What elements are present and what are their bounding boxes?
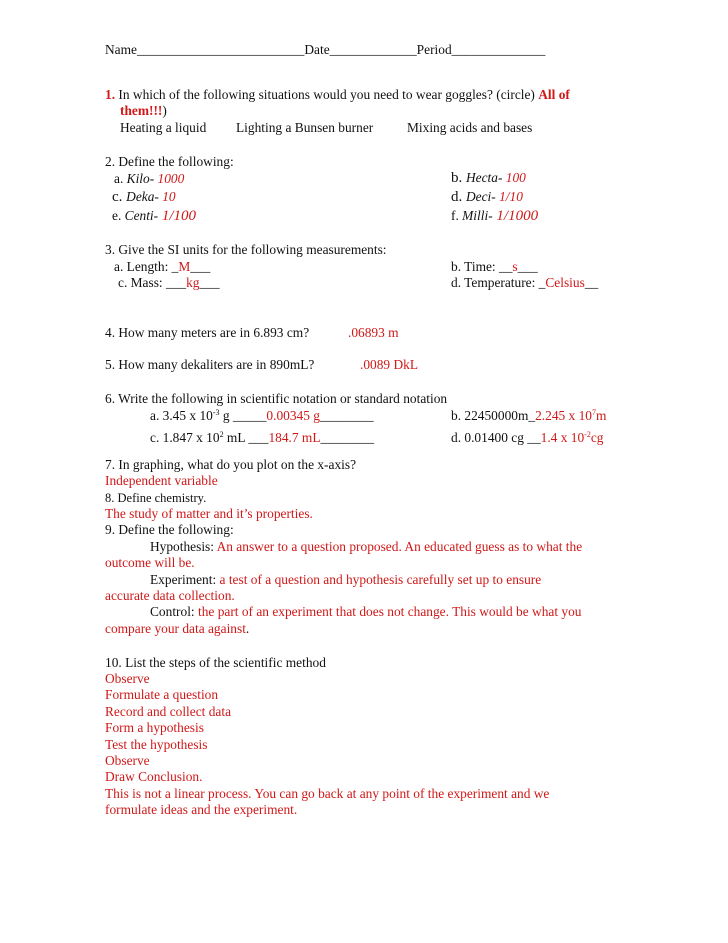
- prefix-kilo: [114, 171, 184, 188]
- control-definition: [150, 604, 582, 621]
- period: .: [245, 621, 250, 636]
- definition-answer: a test of a question and hypothesis carefully set up to ensure: [216, 572, 542, 587]
- si-length: [114, 259, 210, 276]
- si-answer: s: [512, 259, 518, 274]
- question-5: 5. How many dekaliters are in 890mL?: [105, 357, 315, 372]
- question-1-answer-cont: them!!!: [120, 103, 163, 118]
- term-label: Experiment:: [150, 572, 217, 587]
- notation-blank: g _____: [219, 408, 267, 423]
- step-item: Draw Conclusion.: [105, 769, 203, 784]
- notation-unit: cg: [590, 430, 604, 445]
- prefix-term: Deci-: [466, 189, 496, 204]
- step-item: Observe: [105, 753, 150, 768]
- prefix-deci: [451, 189, 523, 206]
- step-item: Formulate a question: [105, 687, 219, 702]
- step-item: Observe: [105, 671, 150, 686]
- question-8: 8. Define chemistry.: [105, 491, 207, 505]
- notation-a: [150, 408, 374, 425]
- prefix-answer: 1/100: [158, 208, 197, 224]
- notation-b: [451, 408, 606, 425]
- step-item: Record and collect data: [105, 704, 232, 719]
- prefix-term: Kilo-: [126, 171, 155, 186]
- notation-exponent: 2: [219, 430, 224, 439]
- si-prompt: c. Mass: ___: [118, 275, 187, 290]
- prefix-label: b.: [451, 170, 466, 186]
- term-label: Control:: [150, 604, 195, 619]
- question-8-answer: The study of matter and it’s properties.: [105, 506, 313, 521]
- term-label: Hypothesis:: [150, 539, 214, 554]
- notation-exponent: -3: [212, 408, 220, 417]
- question-1-option-1: Heating a liquid: [120, 120, 207, 135]
- prefix-answer: 10: [158, 189, 176, 204]
- prefix-label: d.: [451, 189, 466, 205]
- prefix-milli: [451, 208, 538, 225]
- hypothesis-definition-cont: outcome will be.: [105, 555, 195, 570]
- question-5-answer: .0089 DkL: [360, 357, 419, 372]
- prefix-label: f.: [451, 208, 463, 223]
- si-prompt: a. Length: _: [114, 259, 179, 274]
- notation-blank: mL ___: [223, 430, 269, 445]
- si-time: [451, 259, 538, 276]
- prefix-answer: 1000: [154, 171, 185, 186]
- notation-prompt: a. 3.45 x 10: [150, 408, 213, 423]
- notation-answer: 1.4 x 10: [540, 430, 585, 445]
- definition-answer: the part of an experiment that does not change. This would be what you: [194, 604, 582, 619]
- prefix-answer: 1/10: [495, 189, 523, 204]
- prefix-deka: [112, 189, 176, 206]
- step-item: Form a hypothesis: [105, 720, 204, 735]
- prefix-label: e.: [112, 208, 125, 223]
- question-1: [105, 87, 570, 104]
- question-4-answer: .06893 m: [348, 325, 399, 340]
- si-blank: ___: [199, 275, 220, 290]
- si-prompt: b. Time: __: [451, 259, 513, 274]
- si-blank: __: [584, 275, 599, 290]
- step-item: Test the hypothesis: [105, 737, 208, 752]
- notation-exponent: 7: [592, 408, 596, 417]
- method-note-cont: formulate ideas and the experiment.: [105, 802, 298, 817]
- question-1-number: 1.: [105, 87, 116, 102]
- si-blank: ___: [190, 259, 211, 274]
- prefix-term: Hecta-: [466, 170, 503, 185]
- prefix-label: a.: [114, 171, 127, 186]
- question-10: 10. List the steps of the scientific method: [105, 655, 326, 670]
- si-answer: M: [178, 259, 191, 274]
- question-1-answer-line2: [120, 103, 167, 120]
- prefix-label: c.: [112, 189, 127, 205]
- method-note: This is not a linear process. You can go back at any point of the experiment and we: [105, 786, 550, 801]
- prefix-answer: 1/1000: [492, 208, 539, 224]
- experiment-definition-cont: accurate data collection.: [105, 588, 235, 603]
- name-date-period-line: Name_________________________Date_____________Period______________: [105, 42, 546, 57]
- notation-answer: 0.00345 g: [266, 408, 320, 423]
- notation-c: [150, 430, 374, 447]
- experiment-definition: [150, 572, 541, 589]
- question-9: 9. Define the following:: [105, 522, 234, 537]
- prefix-term: Centi-: [124, 208, 159, 223]
- si-mass: [118, 275, 220, 292]
- question-7-answer: Independent variable: [105, 473, 218, 488]
- question-1-answer: All of: [538, 87, 570, 102]
- notation-blank: ________: [320, 430, 375, 445]
- definition-answer: An answer to a question proposed. An educated guess as to what the: [213, 539, 583, 554]
- si-blank: ___: [517, 259, 538, 274]
- prefix-term: Milli-: [462, 208, 493, 223]
- hypothesis-definition: [150, 539, 582, 556]
- prefix-hecta: [451, 170, 526, 187]
- question-4: 4. How many meters are in 6.893 cm?: [105, 325, 310, 340]
- question-6: 6. Write the following in scientific notation or standard notation: [105, 391, 448, 406]
- si-answer: Celsius: [545, 275, 585, 290]
- notation-d: [451, 430, 603, 447]
- question-1-text: In which of the following situations would you need to wear goggles? (circle): [115, 87, 539, 102]
- prefix-centi: [112, 208, 196, 225]
- notation-answer: 184.7 mL: [268, 430, 321, 445]
- si-answer: kg: [186, 275, 200, 290]
- question-1-option-3: Mixing acids and bases: [407, 120, 533, 135]
- question-1-option-2: Lighting a Bunsen burner: [236, 120, 374, 135]
- notation-unit: m: [596, 408, 607, 423]
- notation-blank: ________: [319, 408, 374, 423]
- question-3: 3. Give the SI units for the following measurements:: [105, 242, 387, 257]
- prefix-answer: 100: [502, 170, 526, 185]
- notation-exponent: -2: [584, 430, 591, 439]
- definition-answer: compare your data against: [105, 621, 246, 636]
- prefix-term: Deka-: [126, 189, 159, 204]
- si-temperature: [451, 275, 598, 292]
- notation-prompt: b. 22450000m_: [451, 408, 536, 423]
- notation-prompt: c. 1.847 x 10: [150, 430, 220, 445]
- notation-prompt: d. 0.01400 cg __: [451, 430, 541, 445]
- question-7: 7. In graphing, what do you plot on the x-axis?: [105, 457, 357, 472]
- control-definition-cont: [105, 621, 249, 638]
- question-2: 2. Define the following:: [105, 154, 234, 169]
- notation-answer: 2.245 x 10: [535, 408, 592, 423]
- si-prompt: d. Temperature: _: [451, 275, 546, 290]
- question-1-paren: ): [162, 103, 167, 118]
